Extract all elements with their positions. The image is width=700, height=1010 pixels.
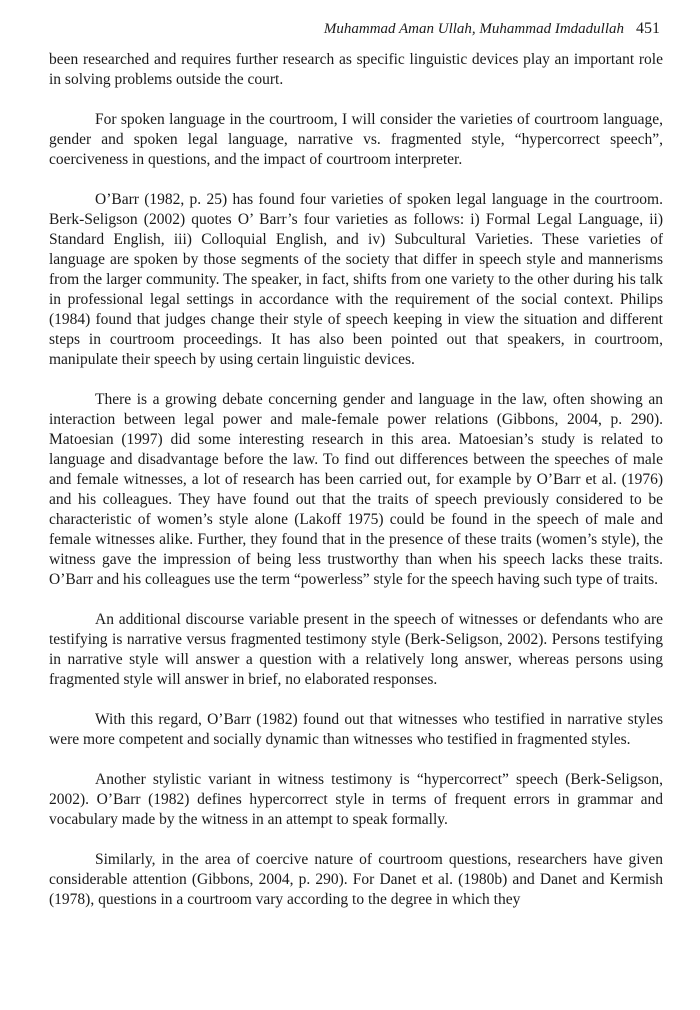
paragraph: An additional discourse variable present in the speech of witnesses or defendants who are testifying is narrative versus fragmented testimony style (Berk-Seligson, 2002). Persons testifying in narrative style will answer a question with a relatively long answer, whereas persons using fragmented style will answer in brief, no elaborated responses.	[49, 611, 663, 688]
paragraph: With this regard, O’Barr (1982) found out that witnesses who testified in narrative styles were more competent and socially dynamic than witnesses who testified in fragmented styles.	[49, 711, 663, 748]
running-header	[324, 20, 660, 38]
paragraph: Another stylistic variant in witness testimony is “hypercorrect” speech (Berk-Seligson, 2002). O’Barr (1982) defines hypercorrect style in terms of frequent errors in grammar and vocabulary made by the witness in an attempt to speak formally.	[49, 771, 663, 828]
paragraph: Similarly, in the area of coercive nature of courtroom questions, researchers have given considerable attention (Gibbons, 2004, p. 290). For Danet et al. (1980b) and Danet and Kermish (1978), questions in a courtroom vary according to the degree in which they	[49, 851, 663, 908]
paragraph: For spoken language in the courtroom, I will consider the varieties of courtroom language, gender and spoken legal language, narrative vs. fragmented style, “hypercorrect speech”, coerciveness in questions, and the impact of courtroom interpreter.	[49, 111, 663, 168]
paragraph: been researched and requires further research as specific linguistic devices play an important role in solving problems outside the court.	[49, 51, 663, 88]
page-number: 451	[636, 20, 660, 37]
paragraph: O’Barr (1982, p. 25) has found four varieties of spoken legal language in the courtroom. Berk-Seligson (2002) quotes O’ Barr’s four varieties as follows: i) Formal Legal Language, ii) Standard English, iii) Colloquial English, and iv) Subcultural Varieties. These varieties of language are spoken by those segments of the society that differ in speech style and mannerisms from the larger community. The speaker, in fact, shifts from one variety to the other during his talk in professional legal settings in accordance with the requirement of the social context. Philips (1984) found that judges change their style of speech keeping in view the situation and different steps in courtroom proceedings. It has also been pointed out that speakers, in courtroom, manipulate their speech by using certain linguistic devices.	[49, 191, 663, 368]
header-authors: Muhammad Aman Ullah, Muhammad Imdadullah	[323, 21, 624, 37]
paragraph: There is a growing debate concerning gender and language in the law, often showing an interaction between legal power and male-female power relations (Gibbons, 2004, p. 290). Matoesian (1997) did some interesting research in this area. Matoesian’s study is related to language and disadvantage before the law. To find out differences between the speeches of male and female witnesses, a lot of research has been carried out, for example by O’Barr et al. (1976) and his colleagues. They have found out that the traits of speech previously considered to be characteristic of women’s style alone (Lakoff 1975) could be found in the speech of male and female witnesses alike. Further, they found that in the presence of these traits (women’s style), the witness gave the impression of being less trustworthy than when his speech lacks these traits. O’Barr and his colleagues use the term “powerless” style for the speech having such type of traits.	[49, 391, 663, 588]
body-text	[49, 50, 663, 930]
